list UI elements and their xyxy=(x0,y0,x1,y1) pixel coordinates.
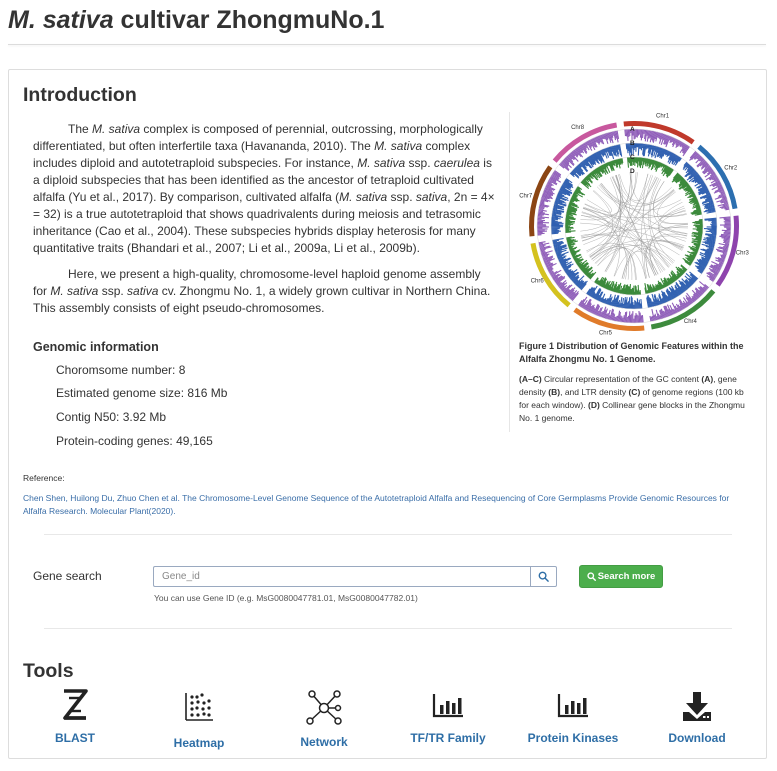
search-more-label: Search more xyxy=(597,571,656,582)
reference-label: Reference: xyxy=(23,473,65,483)
density-bar xyxy=(623,315,624,322)
density-bar xyxy=(724,218,731,219)
bar-chart-icon xyxy=(557,693,589,719)
page-title xyxy=(8,6,384,35)
density-bar xyxy=(711,233,717,234)
density-bar xyxy=(537,218,544,219)
density-bar xyxy=(537,231,547,232)
density-bar xyxy=(642,315,643,323)
page-title-species: M. sativa xyxy=(8,6,114,34)
genomic-info-heading: Genomic information xyxy=(33,340,159,354)
tool-download-label: Download xyxy=(668,731,726,745)
density-bar xyxy=(538,242,545,243)
density-bar xyxy=(551,222,562,223)
density-bar xyxy=(650,316,651,322)
ring-letter: A xyxy=(630,126,635,133)
gene-search-button[interactable] xyxy=(530,566,557,587)
density-bar xyxy=(725,209,729,210)
intro-paragraph-2 xyxy=(33,266,496,317)
ring-letter: C xyxy=(630,154,635,161)
protein-coding-genes: Protein-coding genes: 49,165 xyxy=(56,434,213,448)
chromosome-label: Chr2 xyxy=(724,165,738,172)
tool-protein-kinases[interactable] xyxy=(518,693,628,745)
chromosome-number: Choromsome number: 8 xyxy=(56,363,186,377)
density-bar xyxy=(724,233,731,234)
gene-search-label: Gene search xyxy=(33,569,102,583)
chromosome-label: Chr6 xyxy=(530,278,544,285)
page-title-rest: cultivar ZhongmuNo.1 xyxy=(113,6,385,34)
density-bar xyxy=(538,214,544,215)
density-bar xyxy=(638,157,639,167)
introduction-heading: Introduction xyxy=(23,84,137,106)
dna-icon xyxy=(60,689,90,721)
density-bar xyxy=(638,143,639,155)
section-divider xyxy=(44,534,732,535)
genome-circos-figure xyxy=(518,112,751,338)
dot-matrix-icon xyxy=(183,691,215,723)
density-bar xyxy=(627,302,628,308)
tool-blast[interactable] xyxy=(20,689,130,745)
density-bar xyxy=(625,129,626,136)
title-divider xyxy=(8,44,766,45)
density-bar xyxy=(626,129,627,136)
network-icon xyxy=(304,688,344,728)
density-bar xyxy=(627,129,628,141)
density-bar xyxy=(628,143,629,151)
contig-n50: Contig N50: 3.92 Mb xyxy=(56,410,167,424)
density-bar xyxy=(643,129,644,137)
density-bar xyxy=(708,220,716,221)
tool-tf-tr-family[interactable] xyxy=(393,693,503,745)
intro-paragraph-1-text: The M. sativa complex is composed of perennial, outcrossing, morphologically differentiated, but often interfertile taxa (Havananda, 2010). The M. sativa complex includes diploid and autotetraploid subspecies. For instance, M. sativa ssp. caerulea is a diploid subspecies that has been identified as the ancestor of tetraploid cultivated alfalfa (Yu et al., 2017). By comparison, cultivated alfalfa (M. sativa ssp. sativa, 2n = 4× = 32) is a true autotetraploid that shows quadrivalents during meiosis and tetrasomic inheritance (Cao et al., 2004). These subspecies hybrids display heterosis for many quantitative traits (Bhandari et al., 2007; Li et al., 2009a, Li et al., 2009b). xyxy=(33,122,495,255)
bar-chart-icon xyxy=(432,693,464,719)
density-bar xyxy=(640,129,641,137)
chromosome-label: Chr7 xyxy=(519,193,533,200)
density-bar xyxy=(622,318,623,323)
download-icon xyxy=(681,691,713,723)
density-bar xyxy=(626,143,627,149)
tool-tf-tr-family-label: TF/TR Family xyxy=(410,731,486,745)
chromosome-label: Chr1 xyxy=(656,113,670,120)
intro-paragraph-1 xyxy=(33,121,496,257)
density-bar xyxy=(629,311,630,323)
gene-search-hint: You can use Gene ID (e.g. MsG0080047781.01, MsG0080047782.01) xyxy=(154,593,418,603)
gene-search-input[interactable] xyxy=(153,566,531,587)
search-icon xyxy=(587,572,596,581)
density-bar xyxy=(539,243,543,244)
density-bar xyxy=(639,311,640,323)
collinear-link xyxy=(595,248,646,279)
chromosome-label: Chr5 xyxy=(598,330,612,337)
density-bar xyxy=(641,315,642,322)
chromosome-label: Chr3 xyxy=(735,250,749,257)
tools-heading: Tools xyxy=(23,660,74,682)
figure-caption: Figure 1 Distribution of Genomic Features within the Alfalfa Zhongmu No. 1 Genome. xyxy=(519,341,744,364)
tool-heatmap-label: Heatmap xyxy=(173,736,225,750)
density-bar xyxy=(641,143,642,150)
density-bar xyxy=(640,313,641,323)
search-icon xyxy=(538,571,549,582)
figure-description: (A–C) Circular representation of the GC content (A), gene density (B), and LTR density (C) of genome regions (100 kb for each window). (D) Collinear gene blocks in the Zhongmu No. 1 genome. xyxy=(519,374,745,423)
reference-link[interactable]: Chen Shen, Huilong Du, Zhuo Chen et al. The Chromosome-Level Genome Sequence of the Autotetraploid Alfalfa and Resequencing of Core Germplasms Provide Genomic Resources for Alfalfa Research. Molecular Plant(2020). xyxy=(23,493,730,516)
density-bar xyxy=(537,233,544,234)
intro-paragraph-2-text: Here, we present a high-quality, chromosome-level haploid genome assembly for M. sativa ssp. sativa cv. Zhongmu No. 1, a widely grown cultivar in Northern China. This assembly consists of eight pseudo-chromosomes. xyxy=(33,267,491,315)
tool-blast-label: BLAST xyxy=(55,731,95,745)
ring-letter: B xyxy=(630,140,635,147)
chromosome-label: Chr8 xyxy=(571,125,585,132)
tool-network-label: Network xyxy=(300,735,348,749)
search-more-button[interactable] xyxy=(579,565,663,588)
density-bar xyxy=(621,316,622,322)
density-bar xyxy=(538,215,543,216)
density-bar xyxy=(628,301,629,309)
density-bar xyxy=(538,211,543,212)
column-divider xyxy=(509,112,510,432)
genome-size: Estimated genome size: 816 Mb xyxy=(56,386,228,400)
ring-letter: D xyxy=(630,168,635,175)
density-bar xyxy=(629,297,630,309)
chromosome-label: Chr4 xyxy=(683,318,697,325)
density-bar xyxy=(693,229,703,230)
tool-download[interactable] xyxy=(642,691,752,745)
density-bar xyxy=(695,214,702,215)
tool-heatmap[interactable] xyxy=(144,691,254,750)
tool-protein-kinases-label: Protein Kinases xyxy=(527,731,619,745)
section-divider xyxy=(44,628,732,629)
density-bar xyxy=(724,234,731,235)
tool-network[interactable] xyxy=(269,688,379,749)
